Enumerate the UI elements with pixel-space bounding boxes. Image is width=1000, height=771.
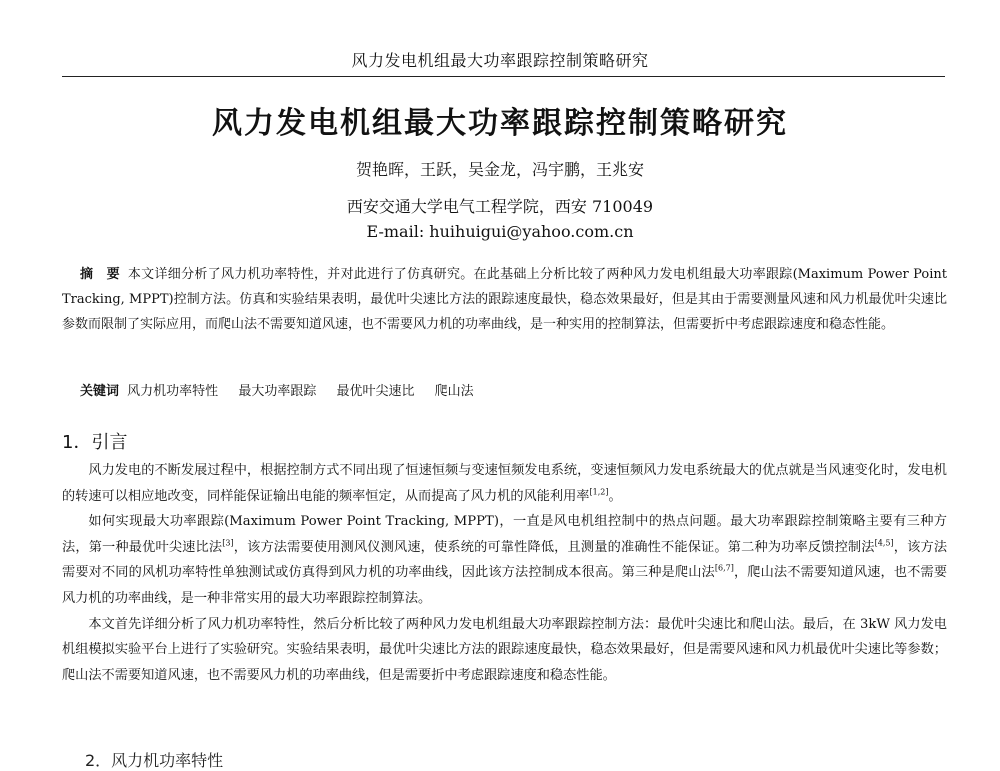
keyword-item: 爬山法: [434, 384, 474, 399]
keyword-item: 风力机功率特性: [127, 384, 219, 399]
keyword-item: 最大功率跟踪: [238, 384, 317, 399]
abstract: [62, 262, 947, 337]
abstract-text: 本文详细分析了风力机功率特性，并对此进行了仿真研究。在此基础上分析比较了两种风力发电机组最大功率跟踪(Maximum Power Point Tracking, MPPT)控制方法。仿真和实验结果表明，最优叶尖速比方法的跟踪速度最快，稳态效果最好，但是其由于需要测量风速和风力机最优叶尖速比参数而限制了实际应用，而爬山法不需要知道风速，也不需要风力机的功率曲线，是一种实用的控制算法，但需要折中考虑跟踪速度和稳态性能。: [62, 267, 947, 332]
citation: [3]: [222, 538, 234, 548]
citation: [6,7]: [714, 563, 734, 573]
keywords: [80, 380, 940, 399]
keyword-item: 最优叶尖速比: [336, 384, 415, 399]
paper-title: 风力发电机组最大功率跟踪控制策略研究: [212, 106, 788, 141]
citation: [4,5]: [874, 538, 894, 548]
section-heading: 1．引言: [62, 432, 128, 453]
paragraph: 如何实现最大功率跟踪(Maximum Power Point Tracking, MPPT)，一直是风电机组控制中的热点问题。最大功率跟踪控制策略主要有三种方法，第一种最优叶尖速比法[3]，该方法需要使用测风仪测风速，使系统的可靠性降低，且测量的准确性不能保证。第二种为功率反馈控制法[4,5]，该方法需要对不同的风机功率特性单独测试或仿真得到风力机的功率曲线，因此该方法控制成本很高。第三种是爬山法[6,7]，爬山法不需要知道风速，也不需要风力机的功率曲线，是一种非常实用的最大功率跟踪控制算法。: [62, 514, 948, 606]
keywords-label: 关键词: [80, 384, 120, 399]
citation: [1,2]: [589, 487, 609, 497]
next-section-heading-partial: 2．风力机功率特性: [85, 751, 224, 770]
author-list: 贺艳晖，王跃，吴金龙，冯宇鹏，王兆安: [355, 160, 644, 179]
paragraph: 风力发电的不断发展过程中，根据控制方式不同出现了恒速恒频与变速恒频发电系统，变速恒频风力发电系统最大的优点就是当风速变化时，发电机的转速可以相应地改变，同样能保证输出电能的频率恒定，从而提高了风力机的风能利用率[1,2]。: [62, 463, 947, 504]
section-body: [62, 458, 947, 688]
abstract-label: 摘 要: [80, 267, 120, 282]
header-rule: [62, 76, 945, 77]
affiliation: 西安交通大学电气工程学院，西安 710049: [346, 197, 654, 216]
author-email: E-mail: huihuigui@yahoo.com.cn: [366, 222, 634, 241]
running-header: 风力发电机组最大功率跟踪控制策略研究: [351, 51, 649, 70]
paragraph: 本文首先详细分析了风力机功率特性，然后分析比较了两种风力发电机组最大功率跟踪控制方法：最优叶尖速比和爬山法。最后，在 3kW 风力发电机组模拟实验平台上进行了实验研究。实验结果表明，最优叶尖速比方法的跟踪速度最快，稳态效果最好，但是需要风速和风力机最优叶尖速比等参数；爬山法不需要知道风速，也不需要风力机的功率曲线，但是需要折中考虑跟踪速度和稳态性能。: [62, 616, 947, 683]
